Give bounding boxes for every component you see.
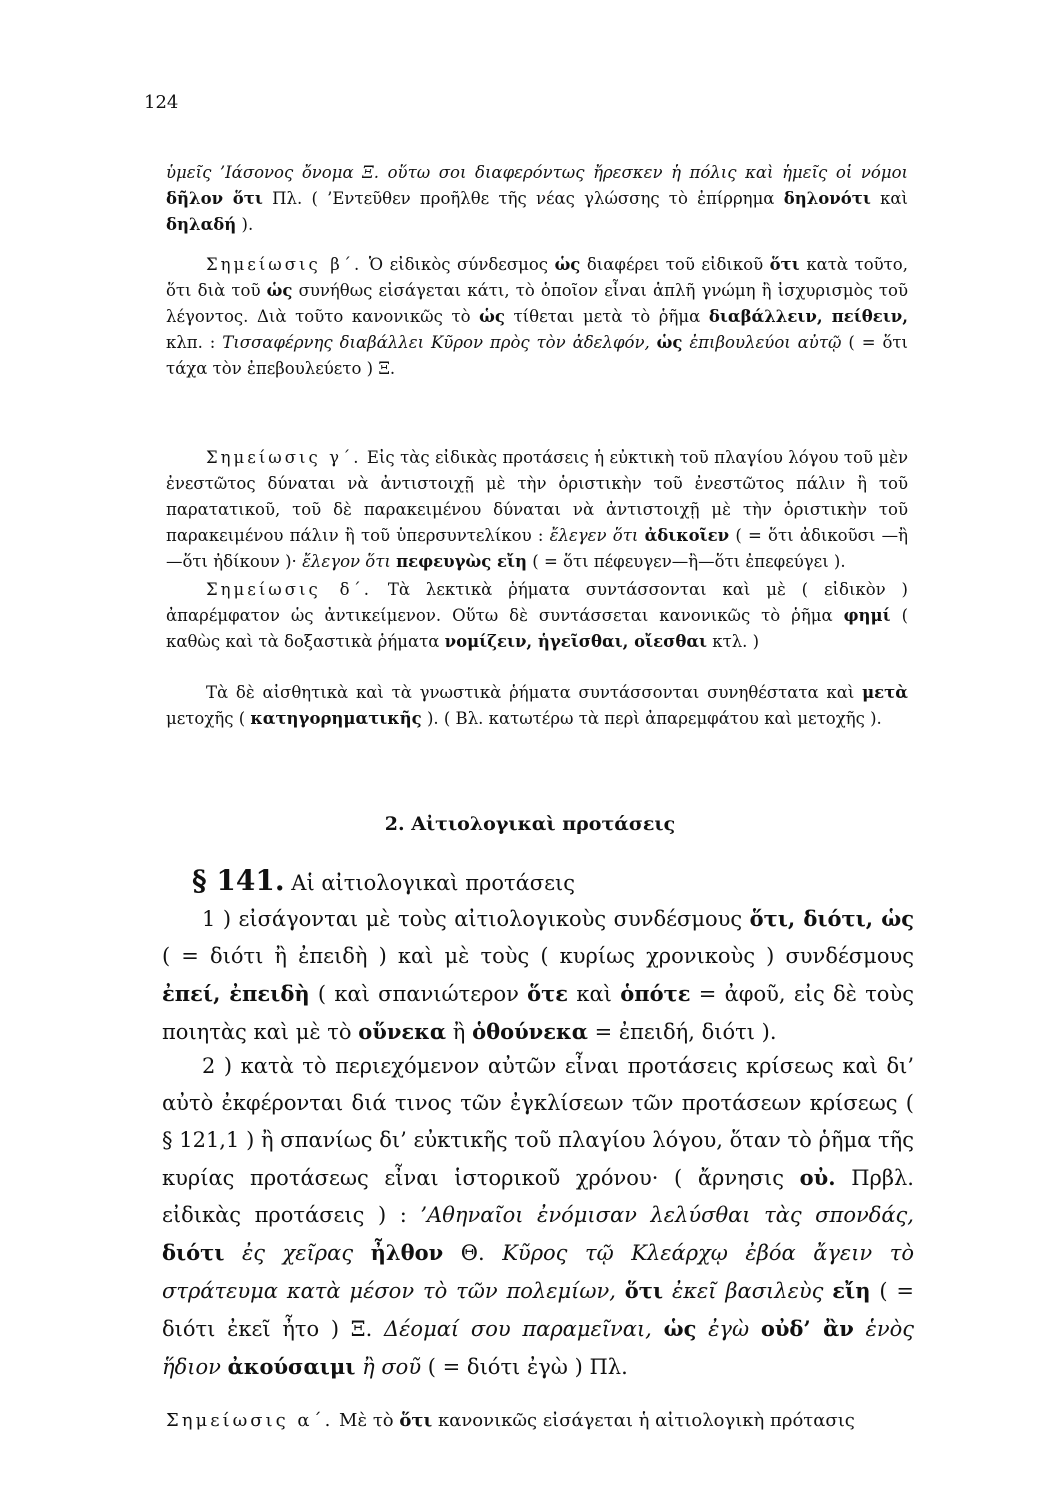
page-number: 124 <box>144 92 179 113</box>
note-label: Σημείωσις γ΄. <box>206 448 362 467</box>
note-label: Σημείωσις β΄. <box>206 255 363 274</box>
note-alpha: Σημείωσις α΄. Μὲ τὸ ὅτι κανονικῶς εἰσάγεται ἡ αἰτιολογικὴ πρότασις <box>166 1410 855 1431</box>
section-heading: 2. Αἰτιολογικαὶ προτάσεις <box>384 813 676 835</box>
section-141-point-2: 2 ) κατὰ τὸ περιεχόμενον αὐτῶν εἶναι προτάσεις κρίσεως καὶ δι’ αὐτὸ ἐκφέρονται διά τινος τῶν ἐγκλίσεων τῶν προτάσεων κρίσεως ( § 121,1 ) ἢ σπανίως δι’ εὐκτικῆς τοῦ πλαγίου λόγου, ὅταν τὸ ῥῆμα τῆς κυρίας προτάσεως εἶναι ἱστορικοῦ χρόνου· ( ἄρνησις οὐ. Πρβλ. εἰδικὰς προτάσεις ) : ’Αθηναῖοι ἐνόμισαν λελύσθαι τὰς σπονδάς, διότι ἐς χεῖρας ἦλθον Θ. Κῦρος τῷ Κλεάρχῳ ἐβόα ἄγειν τὸ στράτευμα κατὰ μέσον τὸ τῶν πολεμίων, ὅτι ἐκεῖ βασιλεὺς εἴη ( = διότι ἐκεῖ ἦτο ) Ξ. Δέομαί σου παραμεῖναι, ὡς ἐγὼ οὐδ’ ἂν ἑνὸς ἥδιον ἀκούσαιμι ἢ σοῦ ( = διότι ἐγὼ ) Πλ. <box>162 1054 914 1379</box>
note-label: Σημείωσις δ΄. <box>206 580 373 599</box>
section-141-point-1: 1 ) εἰσάγονται μὲ τοὺς αἰτιολογικοὺς συνδέσμους ὅτι, διότι, ὡς ( = διότι ἢ ἐπειδὴ ) καὶ μὲ τοὺς ( κυρίως χρονικοὺς ) συνδέσμους ἐπεί, ἐπειδὴ ( καὶ σπανιώτερον ὅτε καὶ ὁπότε = ἀφοῦ, εἰς δὲ τοὺς ποιητὰς καὶ μὲ τὸ οὕνεκα ἢ ὁθούνεκα = ἐπειδή, διότι ). <box>162 906 914 1044</box>
section-number: § 141. <box>192 864 285 897</box>
note-delta: Σημείωσις δ΄. Τὰ λεκτικὰ ῥήματα συντάσσονται καὶ μὲ ( εἰδικὸν ) ἀπαρέμφατον ὡς ἀντικείμενον. Οὕτω δὲ συντάσσεται κανονικῶς τὸ ῥῆμα φημί ( καθὼς καὶ τὰ δοξαστικὰ ῥήματα νομίζειν, ἡγεῖσθαι, οἴεσθαι κτλ. ) <box>166 580 909 651</box>
note-delta-cont: Τὰ δὲ αἰσθητικὰ καὶ τὰ γνωστικὰ ῥήματα συντάσσονται συνηθέστατα καὶ μετὰ μετοχῆς ( κατηγορηματικῆς ). ( Βλ. κατωτέρω τὰ περὶ ἀπαρεμφάτου καὶ μετοχῆς ). <box>166 683 908 728</box>
note-beta: Σημείωσις β΄. Ὁ εἰδικὸς σύνδεσμος ὡς διαφέρει τοῦ εἰδικοῦ ὅτι κατὰ τοῦτο, ὅτι διὰ τοῦ ὡς συνήθως εἰσάγεται κάτι, τὸ ὁποῖον εἶναι ἁπλῆ γνώμη ἢ ἰσχυρισμὸς τοῦ λέγοντος. Διὰ τοῦτο κανονικῶς τὸ ὡς τίθεται μετὰ τὸ ῥῆμα διαβάλλειν, πείθειν, κλπ. : Τισσαφέρνης διαβάλλει Κῦρον πρὸς τὸν ἀδελφόν, ὡς ἐπιβουλεύοι αὐτῷ ( = ὅτι τάχα τὸν ἐπεβουλεύετο ) Ξ. <box>166 255 908 378</box>
paragraph-continuation: ὑμεῖς ’Ιάσονος ὄνομα Ξ. οὕτω σοι διαφερόντως ἤρεσκεν ἡ πόλις καὶ ἡμεῖς οἱ νόμοι δῆλον ὅτι Πλ. ( ’Εντεῦθεν προῆλθε τῆς νέας γλώσσης τὸ ἐπίρρημα δηλονότι καὶ δηλαδή ). <box>166 163 908 234</box>
note-gamma: Σημείωσις γ΄. Εἰς τὰς εἰδικὰς προτάσεις ἡ εὐκτικὴ τοῦ πλαγίου λόγου τοῦ μὲν ἐνεστῶτος δύναται νὰ ἀντιστοιχῇ μὲ τὴν ὁριστικὴν τοῦ ἐνεστῶτος πάλιν ἢ τοῦ παρατατικοῦ, τοῦ δὲ παρακειμένου δύναται νὰ ἀντιστοιχῇ μὲ τὴν ὁριστικὴν τοῦ παρακειμένου πάλιν ἢ τοῦ ὑπερσυντελίκου : ἔλεγεν ὅτι ἀδικοῖεν ( = ὅτι ἀδικοῦσι —ἢ—ὅτι ἠδίκουν )· ἔλεγον ὅτι πεφευγὼς εἴη ( = ὅτι πέφευγεν—ἢ—ὅτι ἐπεφεύγει ). <box>166 448 908 571</box>
note-label: Σημείωσις α΄. <box>166 1410 334 1431</box>
section-141-intro: § 141. Αἱ αἰτιολογικαὶ προτάσεις <box>192 864 576 897</box>
